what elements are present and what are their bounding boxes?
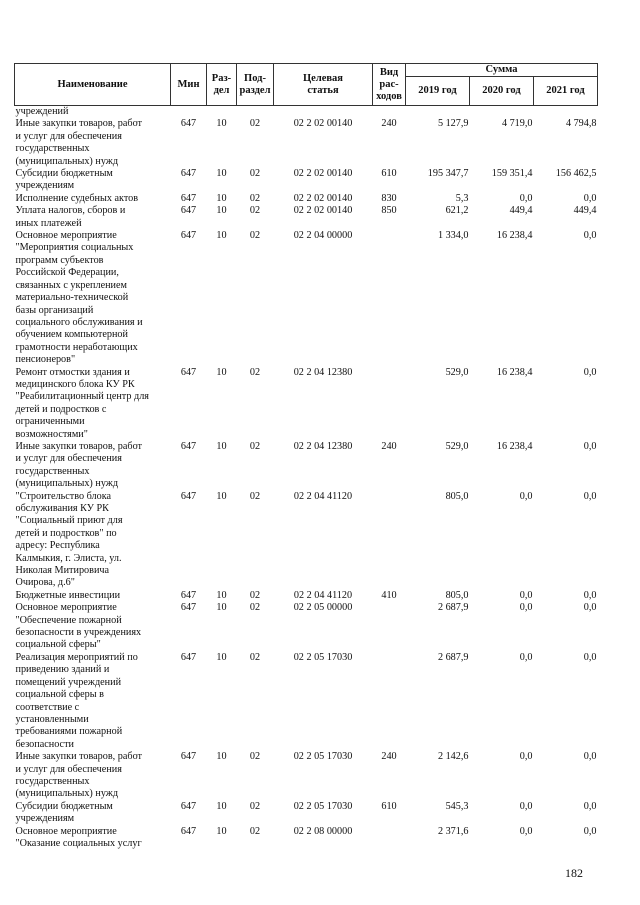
cell-2021: 0,0	[583, 751, 597, 763]
cell-name: Субсидии бюджетным учреждениям	[15, 800, 113, 825]
cell-vid	[373, 367, 406, 441]
cell-razdel: 10	[216, 751, 227, 763]
cell-tselevaya: 02 2 04 41120	[293, 589, 353, 601]
cell-2020: 449,4	[509, 205, 533, 217]
cell-tselevaya	[274, 106, 373, 119]
cell-2021: 0,0	[583, 602, 597, 614]
cell-name: Основное мероприятие "Обеспечение пожарной безопасности в учреждениях социальной сферы"	[15, 602, 142, 651]
cell-2021: 0,0	[583, 651, 597, 663]
cell-min: 647	[180, 825, 197, 837]
cell-2019: 805,0	[445, 490, 469, 502]
cell-2020: 159 351,4	[491, 168, 533, 180]
table-body	[15, 106, 598, 851]
cell-min: 647	[180, 800, 197, 812]
cell-tselevaya: 02 2 02 00140	[293, 168, 353, 180]
cell-2021: 449,4	[573, 205, 597, 217]
cell-vid: 240	[381, 751, 397, 763]
cell-razdel: 10	[216, 366, 227, 378]
table-row	[15, 230, 598, 366]
cell-2021: 0,0	[583, 192, 597, 204]
cell-2019: 621,2	[445, 205, 469, 217]
cell-2020: 16 238,4	[496, 440, 533, 452]
cell-2021: 0,0	[583, 366, 597, 378]
header-2020: 2020 год	[470, 77, 534, 106]
header-min: Мин	[171, 64, 207, 106]
header-summa: Сумма	[406, 64, 598, 77]
table-row	[15, 106, 598, 119]
cell-2019: 545,3	[445, 800, 469, 812]
cell-vid	[373, 826, 406, 851]
cell-min: 647	[180, 118, 197, 130]
cell-razdel: 10	[216, 205, 227, 217]
cell-2021: 0,0	[583, 440, 597, 452]
cell-tselevaya: 02 2 02 00140	[293, 118, 353, 130]
cell-podrazdel: 02	[249, 205, 261, 217]
cell-min: 647	[180, 751, 197, 763]
cell-2019: 2 687,9	[437, 602, 469, 614]
cell-2020: 0,0	[519, 589, 533, 601]
table-row	[15, 491, 598, 590]
cell-2021: 156 462,5	[555, 168, 597, 180]
cell-2020: 0,0	[519, 651, 533, 663]
cell-2019: 529,0	[445, 440, 469, 452]
cell-2019: 529,0	[445, 366, 469, 378]
cell-tselevaya: 02 2 04 41120	[293, 490, 353, 502]
cell-podrazdel	[237, 106, 274, 119]
cell-min	[171, 106, 207, 119]
cell-2020: 16 238,4	[496, 230, 533, 242]
cell-name: Уплата налогов, сборов и иных платежей	[15, 205, 126, 229]
cell-name: Иные закупки товаров, работ и услуг для обеспечения государственных (муниципальных) нужд	[15, 751, 142, 800]
cell-podrazdel: 02	[249, 800, 261, 812]
cell-razdel: 10	[216, 490, 227, 502]
cell-2019: 2 142,6	[437, 751, 469, 763]
header-name: Наименование	[15, 64, 171, 106]
cell-2019	[406, 106, 470, 119]
cell-2021: 0,0	[583, 490, 597, 502]
header-2019: 2019 год	[406, 77, 470, 106]
cell-min: 647	[180, 230, 197, 242]
table-row	[15, 602, 598, 652]
cell-tselevaya: 02 2 02 00140	[293, 205, 353, 217]
cell-vid: 850	[381, 205, 397, 217]
table-row	[15, 751, 598, 801]
cell-name: Исполнение судебных актов	[15, 192, 139, 204]
cell-razdel: 10	[216, 118, 227, 130]
cell-2020: 0,0	[519, 490, 533, 502]
cell-name: Основное мероприятие "Оказание социальных услуг	[15, 825, 142, 849]
cell-podrazdel: 02	[249, 366, 261, 378]
cell-2019: 1 334,0	[437, 230, 469, 242]
cell-name: Иные закупки товаров, работ и услуг для обеспечения государственных (муниципальных) нужд	[15, 440, 142, 490]
budget-table	[14, 63, 598, 850]
cell-razdel: 10	[216, 168, 227, 180]
table-row	[15, 367, 598, 441]
cell-podrazdel: 02	[249, 602, 261, 614]
cell-name: учреждений	[15, 106, 69, 117]
cell-name: Реализация мероприятий по приведению зданий и помещений учреждений социальной сферы в соответствие с установленными требованиями пожарной безопасности	[15, 651, 138, 750]
cell-tselevaya: 02 2 05 00000	[293, 602, 353, 614]
cell-razdel: 10	[216, 589, 227, 601]
cell-min: 647	[180, 602, 197, 614]
cell-2019: 5 127,9	[437, 118, 469, 130]
cell-podrazdel: 02	[249, 118, 261, 130]
cell-vid	[373, 491, 406, 590]
cell-vid	[373, 230, 406, 366]
table-row	[15, 168, 598, 193]
table-row	[15, 441, 598, 491]
cell-podrazdel: 02	[249, 440, 261, 452]
cell-vid	[373, 602, 406, 652]
cell-2020: 0,0	[519, 602, 533, 614]
cell-tselevaya: 02 2 05 17030	[293, 800, 353, 812]
cell-2020: 0,0	[519, 192, 533, 204]
cell-2021: 0,0	[583, 825, 597, 837]
cell-tselevaya: 02 2 04 00000	[293, 230, 353, 242]
table-header	[15, 64, 598, 106]
cell-min: 647	[180, 205, 197, 217]
cell-name: Субсидии бюджетным учреждениям	[15, 168, 113, 192]
cell-2019: 2 371,6	[437, 825, 469, 837]
cell-razdel: 10	[216, 192, 227, 204]
header-podrazdel: Под- раздел	[237, 64, 274, 106]
cell-2020: 4 719,0	[501, 118, 533, 130]
table-row	[15, 590, 598, 602]
cell-2020: 16 238,4	[496, 366, 533, 378]
cell-2019: 805,0	[445, 589, 469, 601]
cell-vid: 830	[381, 192, 397, 204]
header-razdel: Раз- дел	[207, 64, 237, 106]
cell-tselevaya: 02 2 02 00140	[293, 192, 353, 204]
cell-podrazdel: 02	[249, 230, 261, 242]
cell-razdel: 10	[216, 651, 227, 663]
cell-podrazdel: 02	[249, 589, 261, 601]
cell-2020: 0,0	[519, 800, 533, 812]
cell-tselevaya: 02 2 05 17030	[293, 751, 353, 763]
cell-podrazdel: 02	[249, 192, 261, 204]
cell-min: 647	[180, 490, 197, 502]
table-row	[15, 652, 598, 751]
cell-razdel: 10	[216, 800, 227, 812]
cell-tselevaya: 02 2 04 12380	[293, 366, 353, 378]
cell-2019: 195 347,7	[427, 168, 469, 180]
cell-tselevaya: 02 2 04 12380	[293, 440, 353, 452]
cell-podrazdel: 02	[249, 751, 261, 763]
cell-podrazdel: 02	[249, 651, 261, 663]
cell-vid: 240	[381, 118, 397, 130]
cell-min: 647	[180, 440, 197, 452]
cell-2021: 4 794,8	[565, 118, 597, 130]
cell-vid: 610	[381, 168, 397, 180]
cell-razdel: 10	[216, 230, 227, 242]
cell-name: Иные закупки товаров, работ и услуг для обеспечения государственных (муниципальных) нужд	[15, 118, 142, 167]
cell-podrazdel: 02	[249, 490, 261, 502]
cell-2021: 0,0	[583, 230, 597, 242]
table-row	[15, 193, 598, 205]
header-tselevaya: Целевая статья	[274, 64, 373, 106]
cell-podrazdel: 02	[249, 168, 261, 180]
cell-name: "Строительство блока обслуживания КУ РК "Социальный приют для детей и подростков" по адресу: Республика Калмыкия, г. Элиста, ул. Николая Митировича Очирова, д.6"	[15, 490, 123, 589]
cell-name: Бюджетные инвестиции	[15, 589, 121, 601]
cell-min: 647	[180, 589, 197, 601]
cell-2020	[470, 106, 534, 119]
cell-min: 647	[180, 168, 197, 180]
cell-2021	[534, 106, 598, 119]
cell-vid	[373, 652, 406, 751]
cell-razdel: 10	[216, 602, 227, 614]
table-row	[15, 801, 598, 826]
cell-min: 647	[180, 651, 197, 663]
cell-2020: 0,0	[519, 751, 533, 763]
table-row	[15, 205, 598, 230]
cell-2019: 2 687,9	[437, 651, 469, 663]
cell-vid: 610	[381, 800, 397, 812]
cell-razdel: 10	[216, 825, 227, 837]
page-number: 182	[565, 866, 583, 880]
cell-vid	[373, 106, 406, 119]
cell-podrazdel: 02	[249, 825, 261, 837]
cell-2020: 0,0	[519, 825, 533, 837]
cell-tselevaya: 02 2 05 17030	[293, 651, 353, 663]
cell-2021: 0,0	[583, 589, 597, 601]
cell-vid: 240	[381, 440, 397, 452]
cell-2021: 0,0	[583, 800, 597, 812]
header-vid: Вид рас- ходов	[373, 64, 406, 106]
cell-name: Ремонт отмостки здания и медицинского блока КУ РК "Реабилитационный центр для детей и подростков с ограниченными возможностями"	[15, 366, 149, 440]
cell-name: Основное мероприятие "Мероприятия социальных программ субъектов Российской Федерации, связанных с укреплением материально-технической базы организаций социального обслуживания и обучением компьютерной грамотности неработающих пенсионеров"	[15, 230, 143, 366]
cell-vid: 410	[381, 589, 397, 601]
cell-razdel: 10	[216, 440, 227, 452]
table-row	[15, 826, 598, 851]
cell-min: 647	[180, 192, 197, 204]
table-row	[15, 118, 598, 168]
cell-razdel	[207, 106, 237, 119]
cell-2019: 5,3	[455, 192, 469, 204]
cell-tselevaya: 02 2 08 00000	[293, 825, 353, 837]
cell-min: 647	[180, 366, 197, 378]
header-2021: 2021 год	[534, 77, 598, 106]
